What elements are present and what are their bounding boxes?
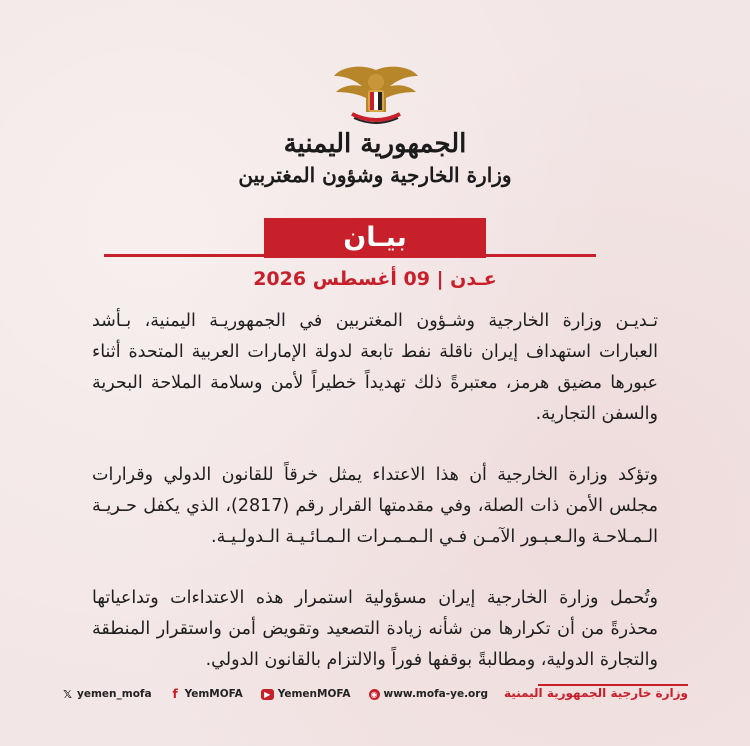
x-handle: yemen_mofa [77,688,152,700]
social-links [62,688,488,700]
ministry-name: وزارة الخارجية وشؤون المغتربين [238,163,512,187]
x-link[interactable] [62,688,152,700]
country-name: الجمهورية اليمنية [283,129,467,159]
paragraph-3: وتُحمل وزارة الخارجية إيران مسؤولية استمرار هذه الاعتداءات وتداعياتها محذرةً من أن تكرارها من شأنه زيادة التصعيد وتقويض أمن واستقرار المنطقة والتجارة الدولية، ومطالبةً بوقفها فوراً والالتزام بالقانون الدولي. [92,588,658,670]
statement-body [92,306,658,706]
paragraph-2: وتؤكد وزارة الخارجية أن هذا الاعتداء يمثل خرقاً للقانون الدولي وقرارات مجلس الأمن ذات الصلة، وفي مقدمتها القرار رقم (2817)، الذي يكفل حـريـة الـمـلاحـة والـعـبـور الآمـن فـي الـمـمـرات الـمـائـيـة الـدولـيـة. [92,465,659,547]
website-link[interactable] [369,688,488,700]
x-icon: 𝕏 [63,687,72,701]
website-url: www.mofa-ye.org [383,688,488,700]
statement-title: بيـان [264,218,486,258]
ministry-header [0,128,750,190]
facebook-icon: f [172,686,178,701]
footer-ministry-signature: وزارة خارجية الجمهورية اليمنية [504,686,688,700]
youtube-link[interactable] [261,688,351,700]
dateline: عـدن | 09 أغسطس 2026 [253,268,497,290]
paragraph-1: تـديـن وزارة الخارجية وشـؤون المغتربين في الجمهوريـة اليمنية، بـأشد العبارات استهداف إيران ناقلة نفط تابعة لدولة الإمارات العربية المتحدة أثناء عبورها مضيق هرمز، معتبرةً ذلك تهديداً خطيراً لأمن وسلامة الملاحة البحرية والسفن التجارية. [92,311,658,424]
facebook-handle: YemMOFA [184,688,243,700]
youtube-handle: YemenMOFA [277,688,351,700]
facebook-link[interactable] [170,688,243,700]
footer [0,684,750,708]
yemen-emblem-icon [332,62,420,132]
youtube-icon: ▶ [261,689,274,700]
globe-icon: ◉ [369,689,380,700]
